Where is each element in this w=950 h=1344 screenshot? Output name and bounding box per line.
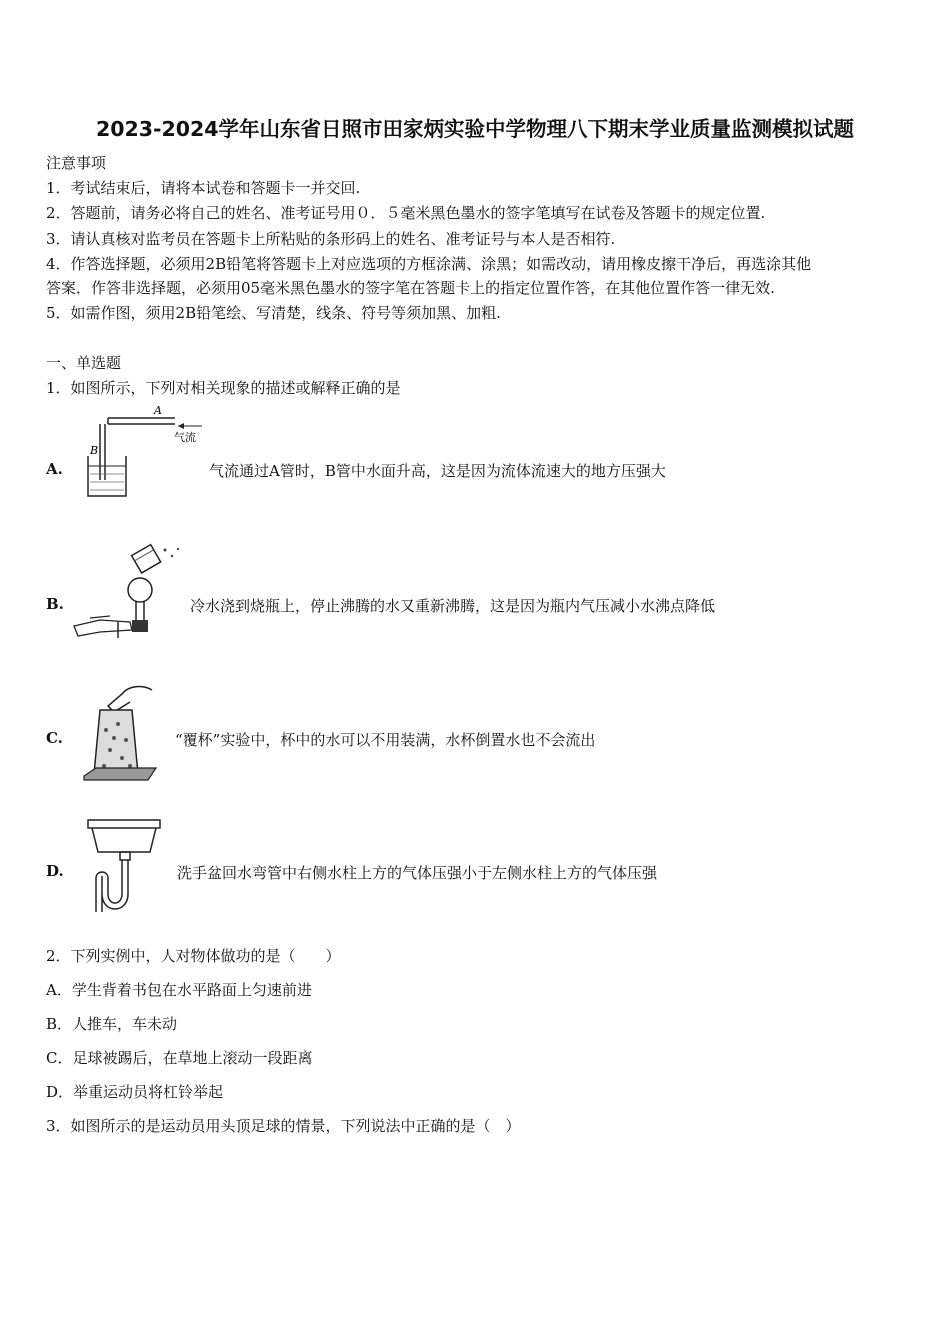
question-2-stem: 2．下列实例中，人对物体做功的是（ ） [46, 947, 341, 965]
notice-item: 3．请认真核对监考员在答题卡上所粘贴的条形码上的姓名、准考证号与本人是否相符. [46, 230, 616, 248]
notice-item: 5．如需作图，须用2B铅笔绘、写清楚，线条、符号等须加黑、加粗. [46, 304, 501, 322]
option-d-letter: D. [46, 862, 64, 880]
label-b: B [90, 444, 99, 457]
notice-heading: 注意事项 [46, 154, 107, 172]
notice-item: 2．答题前，请务必将自己的姓名、准考证号用０．５毫米黑色墨水的签字笔填写在试卷及答题卡的规定位置. [46, 204, 766, 222]
tube-icon [80, 404, 210, 500]
page-title: 2023-2024学年山东省日照市田家炳实验中学物理八下期末学业质量监测模拟试题 [95, 117, 855, 141]
flask-icon [70, 540, 190, 645]
label-airflow: 气流 [174, 431, 196, 444]
option-c-letter: C. [46, 729, 63, 747]
notice-item: 答案．作答非选择题，必须用05毫米黑色墨水的签字笔在答题卡上的指定位置作答，在其他位置作答一律无效. [46, 279, 775, 297]
q2-option-a: A．学生背着书包在水平路面上匀速前进 [46, 981, 312, 999]
question-1-stem: 1．如图所示，下列对相关现象的描述或解释正确的是 [46, 379, 401, 397]
notice-item: 1．考试结束后，请将本试卷和答题卡一并交回. [46, 179, 361, 197]
q2-option-b: B．人推车，车未动 [46, 1015, 178, 1033]
q2-option-d: D．举重运动员将杠铃举起 [46, 1083, 224, 1101]
cup-icon [82, 680, 162, 790]
question-3-stem: 3．如图所示的是运动员用头顶足球的情景，下列说法中正确的是（ ） [46, 1117, 521, 1135]
label-a: A [154, 404, 162, 417]
option-a-text: 气流通过A管时，B管中水面升高，这是因为流体流速大的地方压强大 [209, 462, 666, 480]
notice-item: 4．作答选择题，必须用2B铅笔将答题卡上对应选项的方框涂满、涂黑；如需改动，请用橡皮擦干净后，再选涂其他 [46, 255, 812, 273]
option-b-text: 冷水浇到烧瓶上，停止沸腾的水又重新沸腾，这是因为瓶内气压减小水沸点降低 [190, 597, 716, 615]
option-c-text: “覆杯”实验中，杯中的水可以不用装满，水杯倒置水也不会流出 [175, 731, 596, 749]
sink-icon [80, 814, 170, 919]
option-d-text: 洗手盆回水弯管中右侧水柱上方的气体压强小于左侧水柱上方的气体压强 [177, 864, 658, 882]
q2-option-c: C．足球被踢后，在草地上滚动一段距离 [46, 1049, 313, 1067]
section-heading: 一、单选题 [46, 354, 122, 372]
option-a-letter: A. [46, 460, 63, 478]
option-b-letter: B. [46, 595, 64, 613]
